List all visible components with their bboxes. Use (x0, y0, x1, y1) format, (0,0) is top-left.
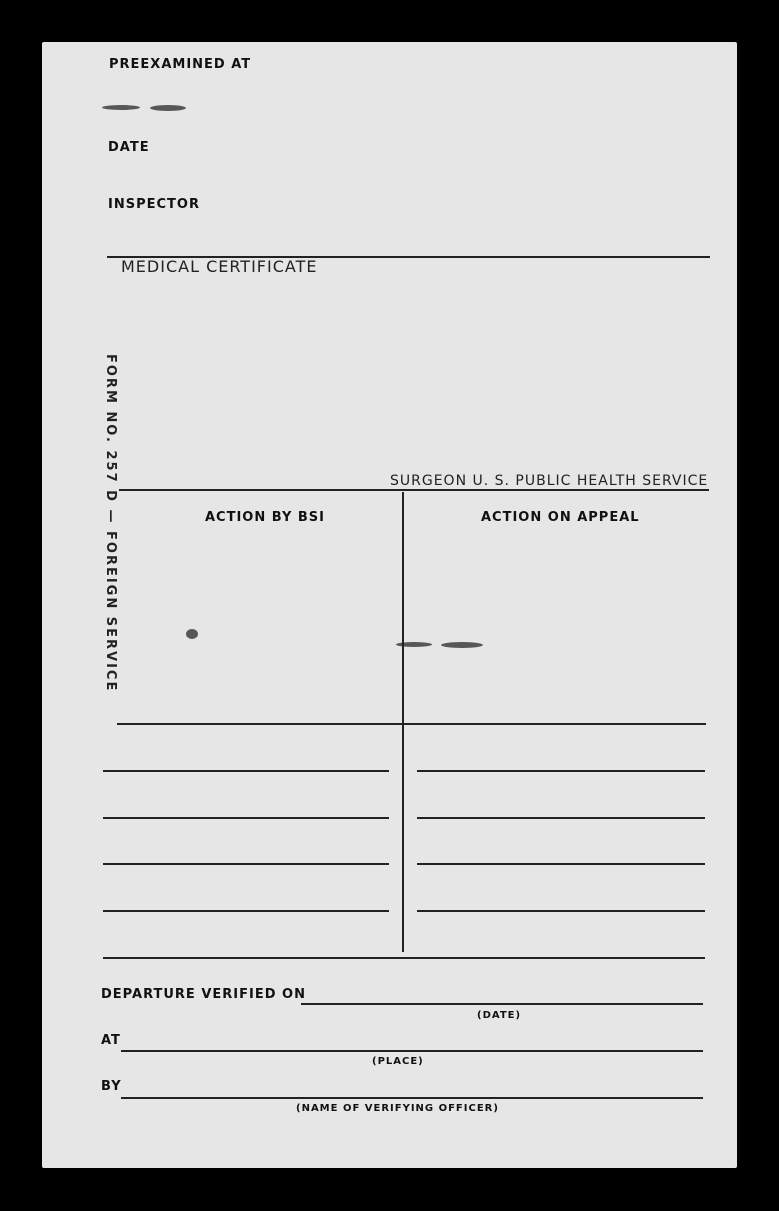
action-rule (117, 723, 706, 725)
place-caption: (PLACE) (372, 1056, 424, 1067)
bsi-line (103, 863, 389, 865)
departure-verified-label: DEPARTURE VERIFIED ON (101, 987, 306, 1002)
bsi-line (103, 770, 389, 772)
bsi-line (103, 817, 389, 819)
inspector-label: INSPECTOR (108, 197, 200, 212)
appeal-line (417, 817, 705, 819)
officer-field[interactable] (121, 1097, 703, 1099)
departure-date-field[interactable] (301, 1003, 703, 1005)
certificate-title: MEDICAL CERTIFICATE (121, 257, 318, 276)
appeal-line (417, 863, 705, 865)
preexamined-at-label: PREEXAMINED AT (109, 57, 252, 72)
appeal-line (417, 770, 705, 772)
by-label: BY (101, 1079, 122, 1094)
bsi-line (103, 910, 389, 912)
officer-caption: (NAME OF VERIFYING OFFICER) (296, 1103, 499, 1114)
date-label: DATE (108, 140, 150, 155)
form-number-side-text: FORM NO. 257 D — FOREIGN SERVICE (103, 354, 118, 693)
action-by-bsi-heading: ACTION BY BSI (205, 510, 326, 525)
signature-rule (119, 489, 709, 491)
ink-smudge (186, 629, 198, 639)
at-label: AT (101, 1033, 121, 1048)
appeal-line (417, 910, 705, 912)
action-column-divider (402, 492, 404, 952)
ink-smudge (150, 105, 186, 111)
action-on-appeal-heading: ACTION ON APPEAL (481, 510, 640, 525)
ink-smudge (441, 642, 483, 648)
place-field[interactable] (121, 1050, 703, 1052)
surgeon-signature-label: SURGEON U. S. PUBLIC HEALTH SERVICE (390, 473, 709, 489)
ink-smudge (102, 105, 140, 110)
actions-bottom-rule (103, 957, 705, 959)
date-caption: (DATE) (477, 1010, 522, 1021)
